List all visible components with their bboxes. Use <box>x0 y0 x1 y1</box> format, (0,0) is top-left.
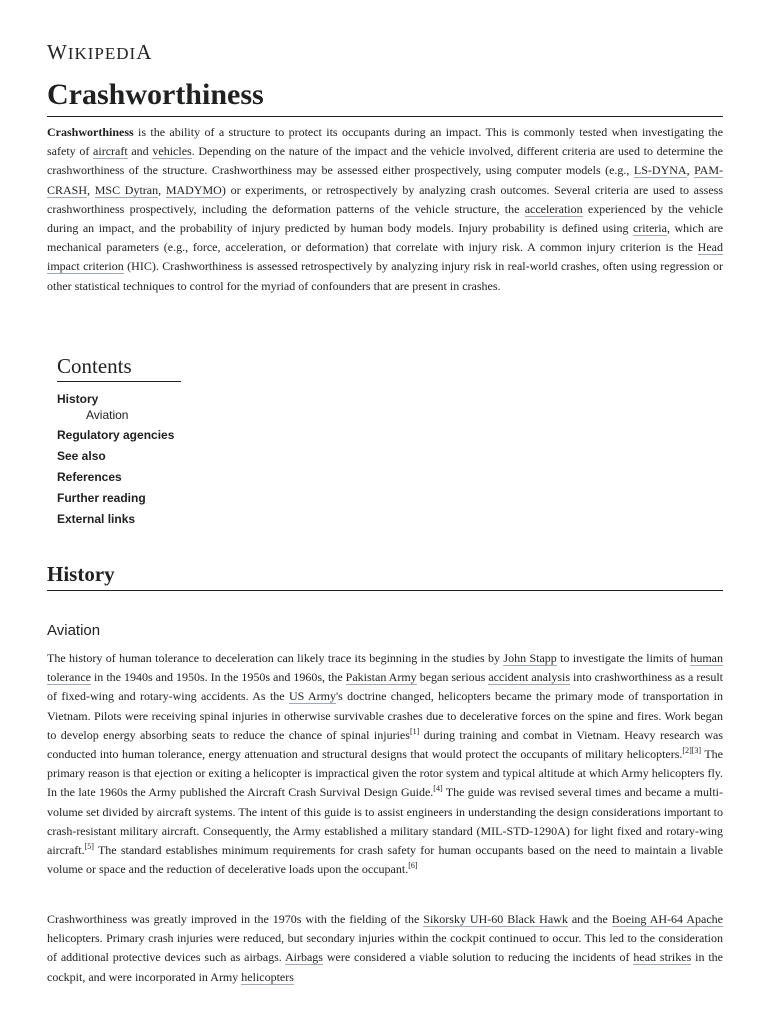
section-heading-history: History <box>47 562 723 591</box>
text: The history of human tolerance to deceleration can likely trace its beginning in the studies by <box>47 651 504 665</box>
link-msc-dytran[interactable]: MSC Dytran <box>94 182 159 197</box>
citation-1[interactable]: [1] <box>409 726 420 736</box>
link-helicopters[interactable]: helicopters <box>241 969 294 984</box>
text: and <box>127 144 153 159</box>
logo-letter-last: A <box>136 40 153 64</box>
toc-item-references[interactable]: References <box>57 470 122 484</box>
text: , <box>87 182 95 197</box>
citation-5[interactable]: [5] <box>84 842 94 852</box>
text: to investigate the limits of <box>556 651 691 665</box>
text: 's doctrine changed, helicopters became the primary mode of transportation in Vietnam. Pilots were receiving spinal injuries in otherwise survivable crashes due to decelerative forces on the spine and fires. Work began to develop energy absorbing seats to reduce the chance of spinal injuries <box>47 689 723 742</box>
aviation-paragraph-1 <box>47 649 723 879</box>
link-madymo[interactable]: MADYMO <box>165 182 222 197</box>
text: , which are mechanical parameters (e.g., force, acceleration, or deformation) that correlate with injury risk. A common injury criterion is the <box>47 221 723 255</box>
toc-title: Contents <box>57 354 181 382</box>
text: is the ability of a structure to protect its occupants during an impact. This is commonly tested when investigating the safety of <box>47 125 723 159</box>
text: . Depending on the nature of the impact and the vehicle involved, different criteria are used to determine the crashworthiness of the structure. Crashworthiness may be assessed either prospectively, using computer models (e.g., <box>47 144 723 178</box>
toc-item-see-also[interactable]: See also <box>57 449 106 463</box>
link-pakistan-army[interactable]: Pakistan Army <box>345 670 417 685</box>
text: The guide was revised several times and became a multi-volume set divided by aircraft systems. The intent of this guide is to assist engineers in understanding the design considerations important to crash-resistant military aircraft. Consequently, the Army established a military standard (MIL-STD-1290A) for light fixed and rotary-wing aircraft. <box>47 785 723 858</box>
citation-6[interactable]: [6] <box>408 861 418 871</box>
link-uh-60-black-hawk[interactable]: Sikorsky UH-60 Black Hawk <box>423 912 568 926</box>
text: in the cockpit, and were incorporated in Army <box>47 950 723 984</box>
intro-paragraph <box>47 123 723 296</box>
toc-item-further-reading[interactable]: Further reading <box>57 491 146 505</box>
logo-letters: IKIPEDI <box>67 44 137 63</box>
toc-list <box>57 389 181 530</box>
text: , <box>686 163 695 178</box>
link-john-stapp[interactable]: John Stapp <box>503 651 557 665</box>
text: , <box>158 182 166 197</box>
subsection-heading-aviation: Aviation <box>47 622 101 639</box>
text: into crashworthiness as a result of fixed-wing and rotary-wing accidents. As the <box>47 670 723 704</box>
toc-item-aviation[interactable]: Aviation <box>86 408 129 422</box>
page-title: Crashworthiness <box>47 78 723 117</box>
text: (HIC). Crashworthiness is assessed retrospectively by analyzing injury risk in real-world crashes, often using regression or other statistical techniques to control for the myriad of confounders that are present in crashes. <box>47 259 723 293</box>
citation-2-3[interactable]: [2][3] <box>682 746 702 756</box>
logo-letter: W <box>47 40 68 64</box>
text: experienced by the vehicle during an impact, and the probability of injury predicted by human body models. Injury probability is defined using <box>47 201 723 236</box>
citation-4[interactable]: [4] <box>433 784 443 794</box>
table-of-contents <box>57 354 181 530</box>
wikipedia-logo[interactable] <box>47 40 152 65</box>
link-accident-analysis[interactable]: accident analysis <box>488 670 570 685</box>
text: during training and combat in Vietnam. Heavy research was conducted into human tolerance, energy attenuation and structural designs that would protect the occupants of military helicopters. <box>47 727 723 762</box>
text: began serious <box>416 670 489 685</box>
link-head-impact-criterion[interactable]: Head impact criterion <box>47 240 723 274</box>
link-us-army[interactable]: US Army <box>288 689 336 704</box>
link-acceleration[interactable]: acceleration <box>524 201 583 216</box>
link-ah-64-apache[interactable]: Boeing AH-64 Apache <box>611 912 724 926</box>
link-airbags[interactable]: Airbags <box>284 950 323 965</box>
text: helicopters. Primary crash injuries were reduced, but secondary injuries within the cockpit continued to occur. This led to the consideration of additional protective devices such as airbags. <box>47 931 723 965</box>
aviation-paragraph-2 <box>47 910 723 987</box>
text: in the 1940s and 1950s. In the 1950s and 1960s, the <box>90 670 346 685</box>
link-vehicles[interactable]: vehicles <box>152 144 192 159</box>
text: The standard establishes minimum requirements for crash safety for human occupants based on the need to maintain a livable volume or space and the reduction of decelerative loads upon the occupant. <box>47 843 723 877</box>
link-ls-dyna[interactable]: LS-DYNA <box>633 163 687 178</box>
text: and the <box>567 912 612 926</box>
term-bold: Crashworthiness <box>47 125 134 139</box>
toc-item-history[interactable]: History <box>57 392 99 406</box>
link-head-strikes[interactable]: head strikes <box>633 950 692 965</box>
link-criteria[interactable]: criteria <box>632 221 667 236</box>
toc-item-external-links[interactable]: External links <box>57 512 136 526</box>
link-human-tolerance[interactable]: human tolerance <box>47 651 723 685</box>
text: Crashworthiness was greatly improved in the 1970s with the fielding of the <box>47 912 424 926</box>
text: The primary reason is that ejection or exiting a helicopter is impractical given the rotor system and typical altitude at which Army helicopters fly. In the late 1960s the Army published the Aircraft Crash Survival Design Guide. <box>47 747 723 800</box>
toc-item-regulatory-agencies[interactable]: Regulatory agencies <box>57 428 175 442</box>
text: were considered a viable solution to reducing the incidents of <box>322 950 634 965</box>
link-aircraft[interactable]: aircraft <box>93 144 128 159</box>
text: ) or experiments, or retrospectively by analyzing crash outcomes. Several criteria are used to assess crashworthiness prospectively, including the deformation patterns of the vehicle structure, the <box>47 182 724 216</box>
link-pam-crash[interactable]: PAM-CRASH <box>47 163 723 197</box>
